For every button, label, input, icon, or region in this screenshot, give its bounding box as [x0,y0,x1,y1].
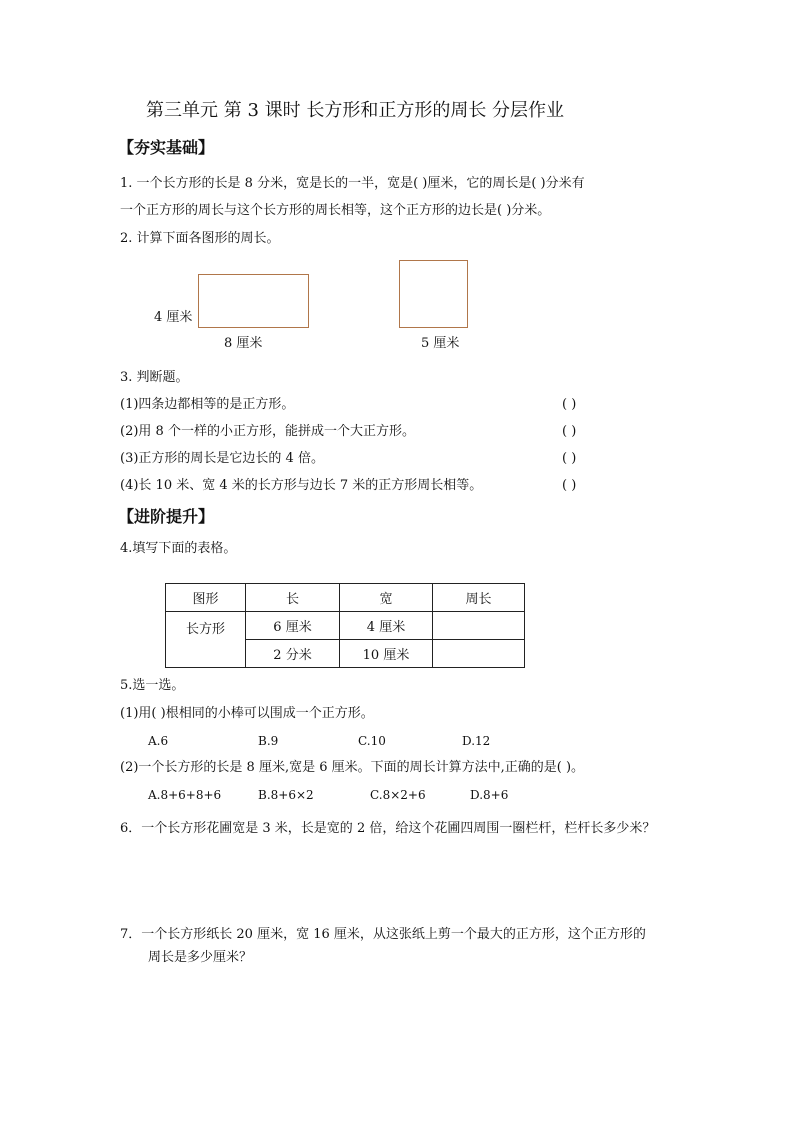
table-header-cell: 周长 [433,584,525,612]
table-cell-width: 4 厘米 [340,612,433,640]
table-cell-width: 10 厘米 [340,640,433,668]
perimeter-table [165,583,525,668]
rectangle-width-label: 8 厘米 [224,336,263,351]
section-heading-basic: 【夯实基础】 [118,138,215,157]
table-cell-perimeter-input[interactable] [433,612,525,640]
table-header-cell: 长 [246,584,340,612]
judgment-item-2: (2)用 8 个一样的小正方形，能拼成一个大正方形。 [120,424,415,439]
question-7-line-1: 7．一个长方形纸长 20 厘米，宽 16 厘米，从这张纸上剪一个最大的正方形，这个正方形的 [120,927,646,942]
table-header-row [166,584,525,612]
table-cell-length: 6 厘米 [246,612,340,640]
choice-option-d[interactable]: D.12 [462,734,491,748]
table-header-cell: 宽 [340,584,433,612]
judgment-item-4: (4)长 10 米、宽 4 米的长方形与边长 7 米的正方形周长相等。 [120,478,483,493]
question-2-prompt: 2. 计算下面各图形的周长。 [120,231,280,246]
question-7-line-2: 周长是多少厘米？ [148,950,253,965]
question-5-sub-2: (2)一个长方形的长是 8 厘米,宽是 6 厘米。下面的周长计算方法中,正确的是( )。 [120,760,585,775]
choice-option-a[interactable]: A.6 [148,734,169,748]
question-5-prompt: 5.选一选。 [120,678,185,693]
table-row [166,612,525,640]
judgment-answer-2[interactable]: ( ) [562,424,577,439]
choice-option-c[interactable]: C.8×2+6 [370,788,426,802]
table-cell-perimeter-input[interactable] [433,640,525,668]
square-side-label: 5 厘米 [421,336,460,351]
table-header-cell: 图形 [166,584,246,612]
question-1-line-1: 1. 一个长方形的长是 8 分米，宽是长的一半，宽是( )厘米，它的周长是( )分米有 [120,176,585,191]
judgment-answer-4[interactable]: ( ) [562,478,577,493]
choice-option-c[interactable]: C.10 [358,734,386,748]
judgment-item-3: (3)正方形的周长是它边长的 4 倍。 [120,451,324,466]
square-figure [399,260,468,328]
question-6: 6．一个长方形花圃宽是 3 米，长是宽的 2 倍，给这个花圃四周围一圈栏杆，栏杆长多少米？ [120,821,656,836]
rectangle-height-label: 4 厘米 [154,310,193,325]
rectangle-figure [198,274,309,328]
choice-option-b[interactable]: B.8+6×2 [258,788,314,802]
judgment-answer-1[interactable]: ( ) [562,397,577,412]
judgment-item-1: (1)四条边都相等的是正方形。 [120,397,295,412]
question-3-prompt: 3. 判断题。 [120,370,189,385]
table-shape-cell: 长方形 [166,612,246,668]
choice-option-d[interactable]: D.8+6 [470,788,509,802]
question-5-sub-1: (1)用( )根相同的小棒可以围成一个正方形。 [120,706,374,721]
page-title: 第三单元 第 3 课时 长方形和正方形的周长 分层作业 [146,100,565,121]
choice-option-b[interactable]: B.9 [258,734,279,748]
table-cell-length: 2 分米 [246,640,340,668]
question-4-prompt: 4.填写下面的表格。 [120,541,237,556]
choice-option-a[interactable]: A.8+6+8+6 [148,788,222,802]
judgment-answer-3[interactable]: ( ) [562,451,577,466]
question-1-line-2: 一个正方形的周长与这个长方形的周长相等，这个正方形的边长是( )分米。 [120,203,551,218]
section-heading-advanced: 【进阶提升】 [118,507,215,526]
